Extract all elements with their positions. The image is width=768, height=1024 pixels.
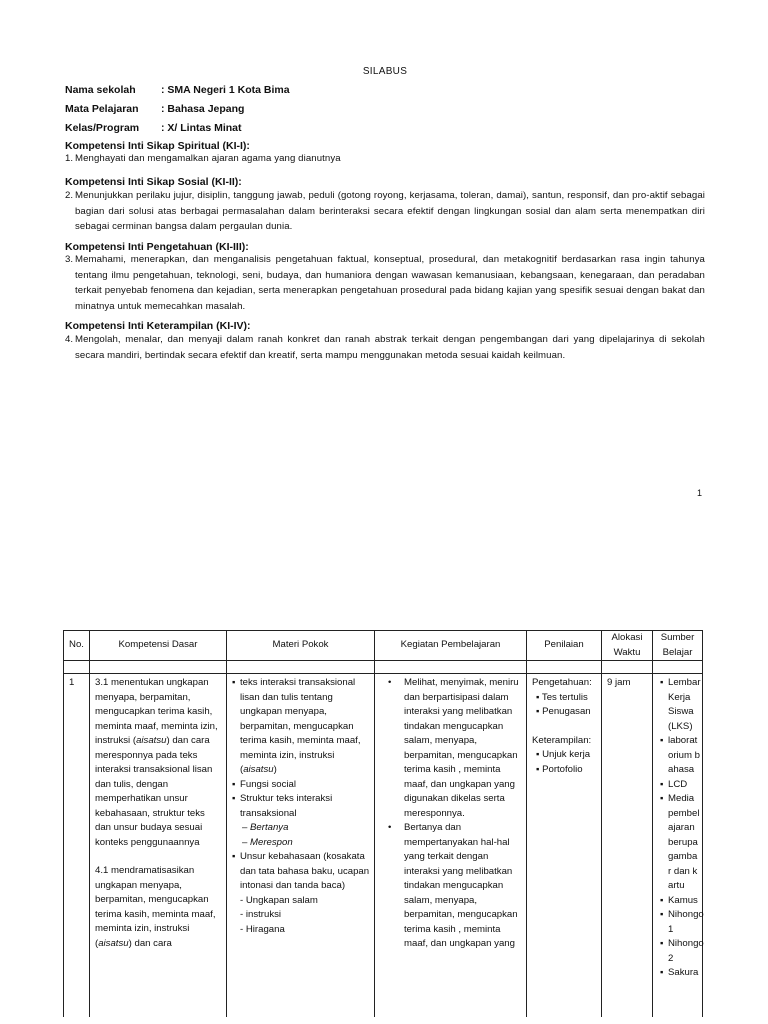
materi-subitem: - Hiragana xyxy=(240,923,285,935)
materi-subitem: – Merespon xyxy=(242,836,293,848)
materi-item: ▪ teks interaksi transaksional lisan dan tulis tentang ungkapan menyapa, berpamitan, mengucapkan terima kasih, meminta maaf, meminta izin, instruksi (aisatsu) xyxy=(232,676,370,778)
sumber-item: ▪ Sakura xyxy=(660,966,700,981)
penilaian-item: ▪ Penugasan xyxy=(536,706,591,717)
penilaian-item: ▪ Portofolio xyxy=(536,763,583,775)
penilaian-keterampilan-label: Keterampilan: xyxy=(532,734,592,746)
kegiatan-item: • Melihat, menyimak, meniru dan berpartisipasi dalam interaksi yang melibatkan tindakan mengucapkan salam, menyapa, berpamitan, mengucapkan terima kasih , meminta maaf, dan ungkapan yang digunakan dikelas serta meresponnya. xyxy=(388,677,519,819)
sumber-item: ▪ Nihongo 2 xyxy=(660,937,700,966)
penilaian-item: ▪ Unjuk kerja xyxy=(536,749,591,760)
materi-subitem: - instruksi xyxy=(240,909,282,920)
header-sumber: Sumber Belajar xyxy=(653,631,703,661)
ki2-heading: Kompetensi Inti Sikap Sosial (KI-II): xyxy=(65,176,242,188)
materi-item: ▪ Fungsi social xyxy=(232,778,370,793)
school-name-value: : SMA Negeri 1 Kota Bima xyxy=(161,84,290,96)
header-alokasi: Alokasi Waktu xyxy=(602,631,653,661)
alokasi-cell: 9 jam xyxy=(607,677,631,688)
kompetensi-dasar-cell xyxy=(91,676,225,951)
sumber-item: ▪ LCD xyxy=(660,778,700,793)
ki2-text: 2. Menunjukkan perilaku jujur, disiplin, tanggung jawab, peduli (gotong royong, kerjasama, toleran, damai), santun, responsif, dan pro-aktif sebagai bagian dari solusi atas berbagai permasalahan dalam berinteraksi secara efektif dengan lingkungan sosial dan alam serta menempatkan diri sebagai cerminan bangsa dalam pergaulan dunia. xyxy=(65,190,705,233)
header-kompetensi-dasar: Kompetensi Dasar xyxy=(90,631,227,661)
penilaian-cell xyxy=(528,676,600,777)
syllabus-table xyxy=(63,630,703,1017)
subject-label: Mata Pelajaran xyxy=(65,103,139,115)
header-penilaian: Penilaian xyxy=(527,631,602,661)
kd-3-1: 3.1 menentukan ungkapan menyapa, berpamitan, mengucapkan terima kasih, meminta maaf, meminta izin, instruksi (aisatsu) dan cara meresponnya pada teks interaksi transaksional lisan dan tulis, dengan memperhatikan unsur kebahasaan, struktur teks dan unsur budaya sesuai konteks penggunaannya xyxy=(95,677,218,848)
header-materi-pokok: Materi Pokok xyxy=(227,631,375,661)
table-header-row xyxy=(64,631,703,661)
ki4-heading: Kompetensi Inti Keterampilan (KI-IV): xyxy=(65,320,251,332)
table-row xyxy=(64,674,703,1018)
sumber-item: ▪ Media pembelajaran berupa gambar dan kartu xyxy=(660,792,700,894)
header-kegiatan: Kegiatan Pembelajaran xyxy=(375,631,527,661)
sumber-item: ▪ Lembar Kerja Siswa (LKS) xyxy=(660,676,700,734)
ki1-text: 1. Menghayati dan mengamalkan ajaran agama yang dianutnya xyxy=(65,153,341,164)
sumber-item: ▪ Nihongo 1 xyxy=(660,908,700,937)
subject-value: : Bahasa Jepang xyxy=(161,103,245,115)
penilaian-pengetahuan-label: Pengetahuan: xyxy=(532,677,592,688)
row-number: 1 xyxy=(69,677,75,688)
kd-4-1: 4.1 mendramatisasikan ungkapan menyapa, berpamitan, mengucapkan terima kasih, meminta maaf, meminta izin, instruksi (aisatsu) dan cara xyxy=(95,865,216,949)
page-number: 1 xyxy=(697,488,703,498)
class-label: Kelas/Program xyxy=(65,122,140,134)
ki3-heading: Kompetensi Inti Pengetahuan (KI-III): xyxy=(65,241,249,253)
materi-pokok-cell xyxy=(228,676,373,937)
materi-item: ▪ Struktur teks interaksi transaksional xyxy=(232,792,370,821)
ki4-text: 4. Mengolah, menalar, dan menyaji dalam ranah konkret dan ranah abstrak terkait dengan pengembangan dari yang dipelajarinya di sekolah secara mandiri, bertindak secara efektif dan kreatif, serta mampu menggunakan metoda sesuai kaidah keilmuan. xyxy=(65,334,705,361)
materi-subitem: – Bertanya xyxy=(242,822,289,833)
materi-subitem: - Ungkapan salam xyxy=(240,894,318,906)
sumber-item: ▪ laboratorium bahasa xyxy=(660,734,700,778)
ki1-heading: Kompetensi Inti Sikap Spiritual (KI-I): xyxy=(65,140,250,152)
materi-item: ▪ Unsur kebahasaan (kosakata dan tata bahasa baku, ucapan intonasi dan tanda baca) xyxy=(232,850,370,894)
kegiatan-item: • Bertanya dan mempertanyakan hal-hal yang terkait dengan interaksi yang melibatkan tindakan mengucapkan salam, menyapa, berpamitan, mengucapkan terima kasih , meminta maaf, dan ungkapan yang xyxy=(388,822,518,949)
kegiatan-cell xyxy=(376,676,525,952)
document-title: SILABUS xyxy=(362,66,408,77)
header-no: No. xyxy=(64,631,90,661)
school-name-label: Nama sekolah xyxy=(65,84,136,96)
penilaian-item: ▪ Tes tertulis xyxy=(536,691,588,703)
ki3-text: 3. Memahami, menerapkan, dan menganalisis pengetahuan faktual, konseptual, prosedural, dan metakognitif berdasarkan rasa ingin tahunya tentang ilmu pengetahuan, teknologi, seni, budaya, dan humaniora dengan wawasan kemanusiaan, kebangsaan, kenegaraan, dan peradaban terkait penyebab fenomena dan kejadian, serta menerapkan pengetahuan prosedural pada bidang kajian yang spesifik sesuai dengan bakat dan minatnya untuk memecahkan masalah. xyxy=(65,254,705,312)
sumber-cell xyxy=(654,676,704,981)
class-value: : X/ Lintas Minat xyxy=(161,122,242,134)
sumber-item: ▪ Kamus xyxy=(660,894,700,909)
